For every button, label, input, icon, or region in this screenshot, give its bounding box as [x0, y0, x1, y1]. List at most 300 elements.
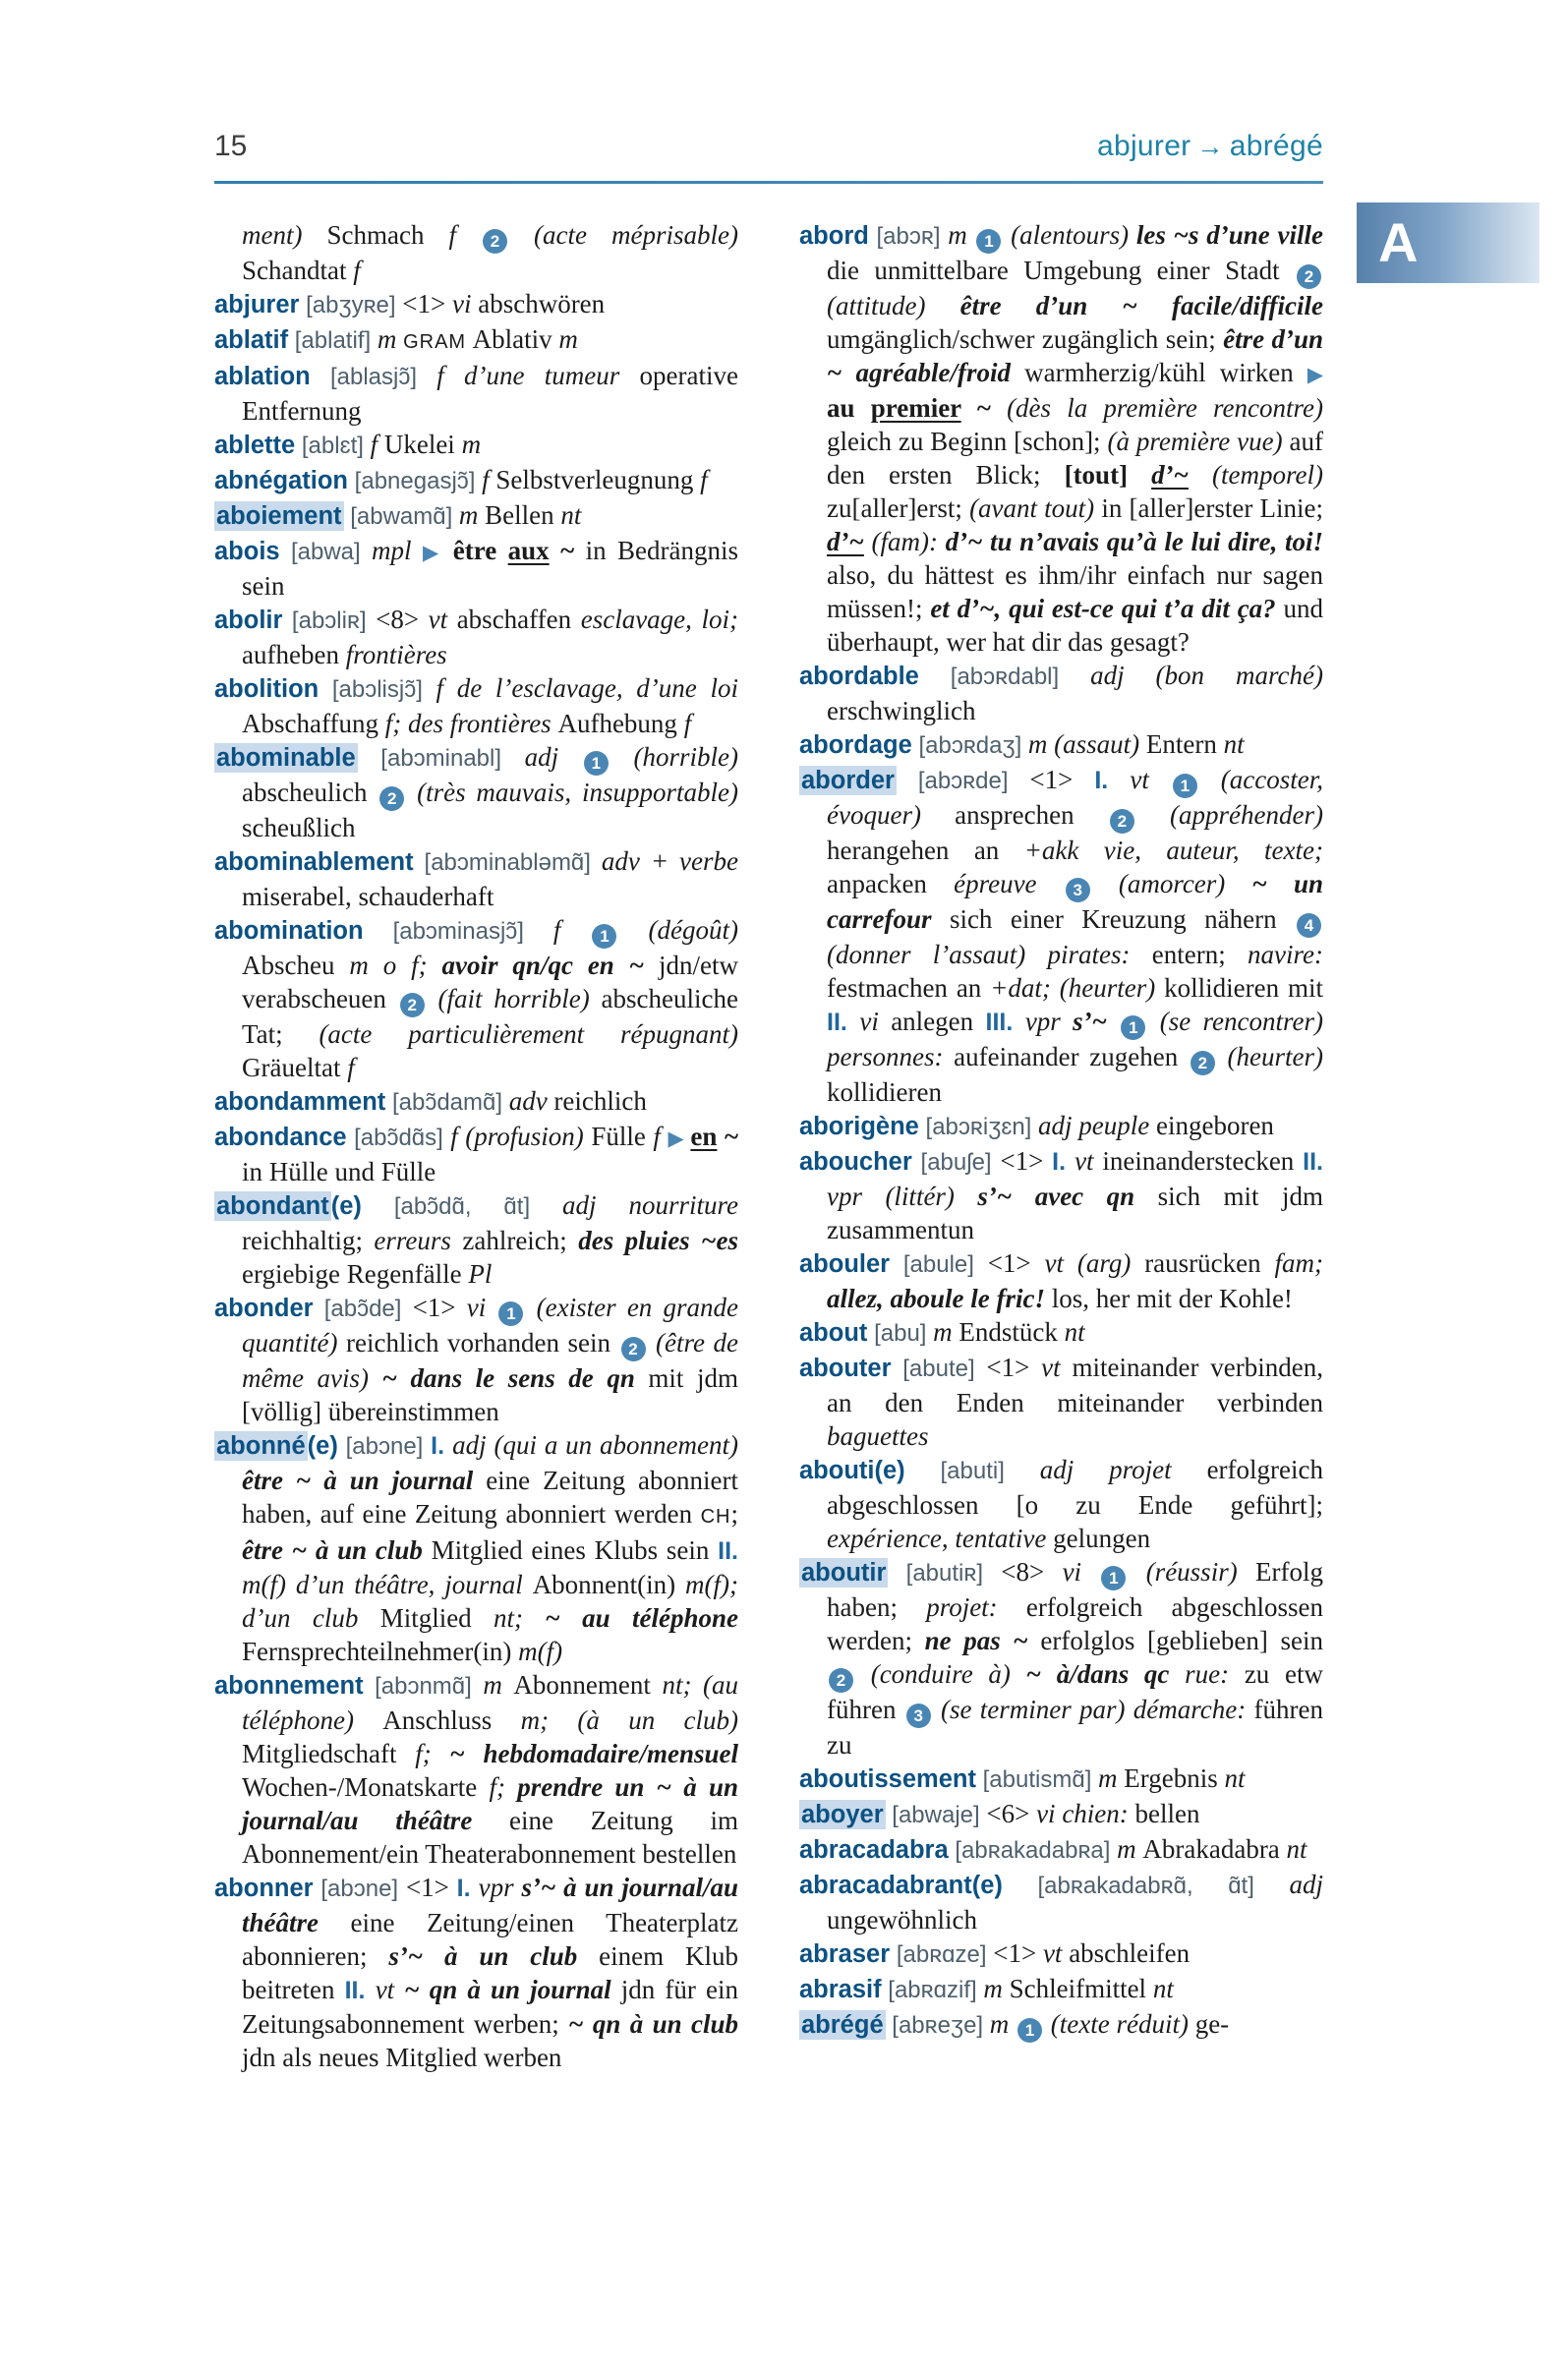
headword: abrasif [799, 1976, 882, 2003]
text-segment: (temporel) [1189, 460, 1323, 490]
running-head [1097, 130, 1323, 163]
dictionary-entry [214, 1188, 738, 1291]
text-segment: Erfolg haben; [827, 1557, 1323, 1622]
text-segment: ~ au téléphone [545, 1603, 739, 1633]
text-segment: ~ qn à un journal [404, 1975, 621, 2004]
text-segment: Endstück [958, 1317, 1065, 1347]
text-segment: vpr (littér) [827, 1182, 978, 1211]
headword-highlighted: abrégé [801, 2011, 884, 2039]
text-segment: (très mauvais, insupportable) [406, 778, 738, 807]
dictionary-entry [799, 1936, 1323, 1972]
text-segment: miserabel, schauderhaft [242, 882, 494, 911]
page-header [214, 130, 1323, 163]
dictionary-entry [799, 1453, 1323, 1555]
text-segment: ~ dans le sens de qn [381, 1363, 649, 1393]
text-segment: auf den ersten Blick; [827, 427, 1323, 490]
sense-number-badge: 2 [1297, 264, 1321, 289]
text-segment: anpacken [827, 869, 955, 898]
headword: abominablement [214, 848, 414, 876]
text-segment: ne pas ~ [924, 1626, 1041, 1655]
text-segment: (donner l’assaut) pirates: [827, 940, 1152, 969]
text-segment: m [1117, 1834, 1143, 1864]
phonetic: [abɔʀdaʒ] [911, 732, 1028, 759]
entry-continuation [214, 218, 738, 287]
dictionary-entry [214, 913, 738, 1084]
phonetic: [abute] [891, 1356, 987, 1382]
text-segment: Abschaffung [242, 709, 385, 738]
text-segment: eingeboren [1155, 1111, 1274, 1140]
letter-tab-a [1357, 202, 1539, 283]
text-segment: ge- [1194, 2009, 1230, 2039]
dictionary-entry [214, 1120, 738, 1188]
text-segment: baguettes [827, 1421, 929, 1451]
column-left [214, 218, 738, 2074]
text-segment: erfolgreich abgeschlossen [o zu Ende geführt]; [827, 1455, 1323, 1520]
text-segment: Aufhebung [557, 709, 684, 738]
text-segment: adj (bon marché) [1090, 661, 1323, 690]
text-segment: (alentours) [1003, 220, 1136, 250]
text-segment: s’~ à un club [388, 1941, 600, 1971]
headword: abraser [799, 1940, 891, 1968]
text-segment: festmachen an [827, 973, 991, 1003]
text-segment: Mitglied eines Klubs sein [431, 1535, 719, 1565]
dictionary-entry [214, 1871, 738, 2074]
headword: abonnement [214, 1672, 364, 1700]
headword: aboucher [799, 1148, 912, 1176]
text-segment: vt [428, 605, 457, 634]
headword: abouti(e) [799, 1457, 905, 1484]
text-segment: f d’une tumeur [436, 361, 640, 390]
text-segment: (heurter) [1216, 1042, 1324, 1071]
text-segment: kollidieren mit [1164, 973, 1323, 1003]
text-segment: entern; [1151, 940, 1249, 969]
roman-numeral: I. [431, 1432, 453, 1460]
text-segment: Abonnement [513, 1670, 663, 1700]
text-segment: <1> [405, 1873, 457, 1902]
roman-numeral: II. [344, 1977, 376, 2004]
phonetic: [abnegasjɔ̃] [348, 468, 483, 494]
dictionary-entry [799, 1555, 1323, 1762]
text-segment: (conduire à) [855, 1659, 1026, 1689]
text-segment: los, her mit der Kohle! [1051, 1284, 1293, 1313]
text-segment: adv [508, 1086, 554, 1116]
text-segment: aufheben [242, 640, 346, 669]
text-segment: abschwören [478, 289, 606, 318]
text-segment: Schmach [326, 220, 449, 250]
headword: abonder [214, 1295, 314, 1322]
text-segment: être ~ à un journal [242, 1466, 487, 1495]
dictionary-entry [214, 322, 738, 359]
text-segment: Wochen-/Monatskarte [242, 1772, 490, 1802]
text-segment: expérience, tentative [827, 1524, 1054, 1553]
sense-number-badge: 1 [498, 1301, 523, 1326]
text-segment: nt; [494, 1603, 546, 1633]
text-segment: f (profusion) [450, 1122, 592, 1151]
text-segment: abschaffen [456, 605, 581, 634]
sense-number-badge: 2 [621, 1337, 646, 1361]
text-segment: Schleifmittel [1009, 1974, 1153, 2003]
text-segment: premier [870, 393, 961, 423]
text-segment: frontières [345, 640, 447, 669]
dictionary-entry [214, 1668, 738, 1871]
roman-numeral: III. [985, 1009, 1025, 1036]
phonetic: [abɔʀdabl] [918, 664, 1091, 690]
text-segment: eine Zeitung/einen Theaterplatz abonnieren; [242, 1908, 738, 1971]
headword: abonner [214, 1875, 314, 1902]
phonetic: [ablatif] [288, 327, 377, 354]
text-segment: <1> [993, 1938, 1043, 1968]
roman-numeral: II. [1303, 1148, 1323, 1176]
phonetic: [abɔnmɑ̃] [363, 1673, 484, 1700]
text-segment: f [482, 465, 496, 494]
phonetic: [abwaje] [885, 1802, 987, 1828]
dictionary-entry [799, 659, 1323, 727]
text-segment: m [989, 2009, 1016, 2039]
text-segment: vt [1130, 765, 1171, 794]
dictionary-entry [214, 671, 738, 740]
headword: abouler [799, 1250, 891, 1278]
text-segment: vt [1041, 1353, 1073, 1382]
phonetic: [ablɛt] [295, 433, 371, 459]
dictionary-entry [799, 1832, 1323, 1868]
text-segment: m [948, 220, 975, 250]
phonetic: [abuʃe] [911, 1149, 1001, 1176]
text-segment: die unmittelbare Umgebung einer Stadt [827, 256, 1295, 285]
text-segment: (acte particulièrement répugnant) [319, 1019, 738, 1049]
text-segment: mpl [372, 536, 423, 565]
roman-numeral: II. [718, 1537, 738, 1565]
text-segment: ~ [549, 536, 575, 565]
sense-number-badge: 2 [379, 786, 404, 811]
sense-number-badge: 1 [584, 751, 609, 776]
sense-number-badge: 1 [592, 924, 616, 949]
text-segment: (être de même avis) [242, 1328, 739, 1393]
text-segment: Bellen [485, 500, 561, 530]
headword: ablatif [214, 326, 289, 354]
text-segment: f [653, 1122, 668, 1151]
text-segment: (se rencontrer) personnes: [827, 1007, 1323, 1071]
text-segment: in [aller]erster Linie; [1101, 493, 1323, 523]
text-segment: [tout] [1064, 460, 1152, 490]
sense-number-badge: 1 [1121, 1015, 1145, 1040]
text-segment: f; [415, 1739, 450, 1768]
text-segment: Ukelei [383, 430, 462, 459]
text-segment: vt [1042, 1938, 1070, 1968]
text-segment: (dégoût) [618, 915, 739, 945]
text-segment: <6> [986, 1799, 1037, 1828]
page-number: 15 [214, 130, 248, 162]
text-segment: f [448, 220, 482, 250]
phonetic: [abu] [867, 1320, 934, 1347]
running-head-from: abjurer [1096, 130, 1191, 162]
phonetic: [abɔʀde] [896, 768, 1030, 794]
text-segment: ~ un carrefour [827, 869, 1323, 934]
sense-number-badge: 3 [1066, 878, 1090, 902]
phonetic: [abʒyʀe] [299, 292, 403, 318]
dictionary-entry [799, 1762, 1323, 1797]
headword: abracadabrant(e) [799, 1872, 1003, 1899]
headword: abouter [799, 1355, 892, 1382]
text-segment: sich mit jdm zusammentun [827, 1182, 1323, 1244]
sense-number-badge: 1 [1101, 1566, 1126, 1590]
text-segment: fam; [1274, 1248, 1323, 1278]
text-segment: erfolglos [geblieben] sein [1040, 1626, 1324, 1655]
dictionary-entry [799, 1315, 1323, 1351]
phonetic: [abʀeʒe] [885, 2012, 990, 2039]
text-segment: miteinander verbinden, an den Enden miteinander verbinden [827, 1353, 1323, 1417]
column-right [799, 218, 1323, 2074]
text-segment: +dat; (heurter) [990, 973, 1165, 1003]
headword-highlighted: aboyer [801, 1801, 884, 1828]
text-segment: ungewöhnlich [827, 1905, 977, 1935]
text-segment: nt [1223, 729, 1245, 759]
text-segment: et d’~, qui est-ce qui t’a dit ça? [930, 594, 1284, 623]
text-segment: projet: [926, 1592, 1026, 1622]
text-segment: f [683, 709, 692, 738]
header-rule [214, 181, 1323, 184]
text-segment: navire: [1248, 940, 1323, 969]
roman-numeral: I. [1052, 1148, 1075, 1176]
text-segment: vi [1062, 1557, 1100, 1587]
text-segment: m(f) d’un théâtre, journal [242, 1570, 533, 1599]
text-segment: être d’un ~ facile/difficile [959, 291, 1323, 320]
phonetic: [abule] [890, 1251, 988, 1278]
letter-tab-label: A [1378, 211, 1419, 273]
text-segment: adj [524, 742, 582, 772]
text-segment: Fernsprechteilnehmer(in) [242, 1637, 519, 1666]
text-segment: f; des frontières [384, 709, 558, 738]
text-segment: (réussir) [1128, 1557, 1256, 1587]
text-segment: jdn/etw verabscheuen [242, 951, 738, 1013]
text-segment: (appréhender) [1135, 800, 1323, 830]
text-segment: kollidieren [827, 1077, 942, 1107]
phonetic: [abwamɑ̃] [343, 503, 459, 530]
text-segment: eine Zeitung abonniert haben, auf eine Zeitung abonniert werden [242, 1466, 738, 1529]
text-segment: operative Entfernung [242, 361, 738, 426]
text-segment: m [983, 1974, 1010, 2003]
phonetic: [abɔne] [313, 1876, 406, 1902]
text-segment: Abrakadabra [1142, 1834, 1287, 1864]
headword: abomination [214, 917, 364, 945]
sense-number-badge: 2 [1191, 1051, 1215, 1075]
text-segment: m [458, 500, 486, 530]
text-segment: Fülle [591, 1122, 654, 1151]
text-segment: f; [489, 1772, 518, 1802]
text-segment: (acte méprisable) [509, 220, 738, 250]
text-segment: Pl [468, 1259, 493, 1289]
text-segment: adv + verbe [601, 846, 738, 876]
text-segment: Abscheu [242, 951, 350, 980]
text-segment: m [558, 324, 578, 354]
text-segment: vt [1074, 1146, 1103, 1176]
text-segment: m(f); d’un club [242, 1570, 739, 1633]
text-segment: Anschluss [382, 1705, 521, 1735]
dictionary-entry [214, 287, 738, 322]
text-segment: <1> [1029, 765, 1095, 794]
text-segment: nt [1064, 1317, 1085, 1347]
text-segment: zu[aller]erst; [827, 493, 970, 523]
text-segment: Abonnent(in) [532, 1570, 686, 1599]
text-segment: vpr [1024, 1007, 1074, 1036]
text-segment: und überhaupt, wer hat dir das gesagt? [827, 594, 1324, 657]
text-segment: esclavage, loi; [580, 605, 738, 634]
dictionary-entry [799, 1351, 1323, 1453]
headword: abondance [214, 1124, 347, 1151]
text-segment: f [552, 915, 591, 945]
headword: abordage [799, 731, 912, 759]
text-segment: aux [507, 536, 550, 565]
dictionary-entry [214, 740, 738, 844]
text-segment: en [690, 1122, 718, 1151]
text-segment: d’~ tu n’avais qu’à le lui dire, toi! [945, 527, 1323, 556]
text-segment: eine Zeitung im Abonnement/ein Theaterabonnement bestellen [242, 1806, 738, 1869]
headword-highlighted: abonné [216, 1432, 306, 1460]
text-segment: épreuve [954, 869, 1064, 898]
text-segment: ; [730, 1499, 738, 1529]
text-segment: abscheulich [242, 778, 378, 807]
text-segment: ~ [717, 1122, 738, 1151]
phonetic: [abutismɑ̃] [975, 1766, 1099, 1793]
text-segment: adj (qui a un abonnement) [452, 1430, 739, 1460]
text-segment: ergiebige Regenfälle [242, 1259, 469, 1289]
text-segment: f [700, 465, 708, 494]
headword: abois [214, 538, 280, 565]
sense-number-badge: 3 [906, 1704, 931, 1728]
text-segment: zahlreich; [462, 1226, 579, 1255]
text-segment: les ~s d’une ville [1135, 220, 1323, 250]
phonetic: [abuti] [904, 1458, 1040, 1484]
headword: abondamment [214, 1088, 386, 1116]
headword: abolition [214, 675, 319, 703]
dictionary-entry [214, 1428, 738, 1668]
text-segment: m; (à un club) [520, 1705, 738, 1735]
text-segment: s’~ [1073, 1007, 1120, 1036]
text-segment: also, du hättest es ihm/ihr einfach nur sagen müssen!; [827, 560, 1323, 623]
text-segment: in Bedrängnis sein [242, 536, 739, 601]
text-segment: zu etw führen [827, 1659, 1324, 1724]
phonetic: [abʀɑze] [890, 1941, 994, 1968]
phonetic: [abɔminasjɔ̃] [363, 918, 553, 945]
dictionary-entry [799, 1109, 1323, 1144]
text-segment: f [370, 430, 384, 459]
text-segment: (accoster, évoquer) [827, 765, 1323, 830]
text-segment: führen zu [827, 1695, 1323, 1760]
text-segment: abschleifen [1069, 1938, 1191, 1968]
text-segment: ansprechen [955, 800, 1108, 830]
sense-number-badge: 2 [1110, 809, 1134, 834]
text-segment: jdn für ein Zeitungsabonnement werben; [242, 1975, 738, 2039]
phonetic: [abɔʀiʒɛn] [918, 1114, 1038, 1140]
text-segment: erfolgreich abgeschlossen werden; [827, 1592, 1323, 1655]
sense-number-badge: 1 [976, 229, 1001, 254]
dictionary-entry [214, 534, 738, 603]
text-segment: in Hülle und Fülle [242, 1157, 436, 1186]
text-segment: (exister en grande quantité) [242, 1293, 739, 1358]
phonetic: [abʀakadabʀa] [948, 1837, 1118, 1864]
headword: (e) [330, 1192, 362, 1220]
idiom-marker-icon: ▶ [422, 541, 453, 564]
text-segment: nt [1152, 1974, 1174, 2003]
text-segment: s’~ à un journal/au théâtre [242, 1873, 738, 1937]
headword: abnégation [214, 467, 349, 494]
sense-number-badge: 2 [829, 1668, 853, 1693]
text-segment: sich einer Kreuzung nähern [949, 904, 1296, 934]
text-segment: vt [375, 1975, 405, 2004]
text-segment: Mitgliedschaft [242, 1739, 416, 1768]
text-segment: être [452, 536, 508, 565]
text-segment: Entern [1145, 729, 1224, 759]
text-segment: vt (arg) [1044, 1248, 1145, 1278]
phonetic: [abutiʀ] [888, 1560, 1002, 1587]
text-columns [214, 218, 1323, 2074]
text-segment: rue: [1185, 1659, 1245, 1689]
dictionary-entry [799, 1868, 1323, 1936]
phonetic: [abɔ̃de] [313, 1296, 413, 1322]
dictionary-entry [214, 428, 738, 463]
text-segment: avoir qn/qc en ~ [441, 951, 659, 980]
text-segment: Mitglied [379, 1603, 494, 1633]
phonetic: [abʀakadabʀɑ̃, ɑ̃t] [1002, 1873, 1290, 1899]
text-segment: <1> [412, 1293, 467, 1322]
text-segment: des pluies ~es [578, 1226, 738, 1255]
dictionary-entry [799, 1246, 1323, 1315]
headword: (e) [307, 1432, 338, 1460]
text-segment: <8> [1001, 1557, 1063, 1587]
smallcaps-label: CH [700, 1506, 731, 1528]
dictionary-entry [214, 359, 738, 428]
phonetic: [abɔ̃dɑ̃, ɑ̃t] [361, 1193, 563, 1220]
text-segment: adj peuple [1038, 1111, 1156, 1140]
dictionary-entry [799, 1972, 1323, 2007]
text-segment: gelungen [1053, 1524, 1151, 1553]
text-segment: reichhaltig; [242, 1226, 375, 1255]
idiom-marker-icon: ▶ [668, 1127, 691, 1150]
text-segment: <1> [986, 1353, 1042, 1382]
sense-number-badge: 2 [483, 229, 507, 254]
text-segment: <1> [1000, 1146, 1053, 1176]
text-segment: f [353, 256, 361, 285]
text-segment: +akk vie, auteur, texte; [1023, 836, 1323, 865]
text-segment: vi [451, 289, 479, 318]
sense-number-badge: 1 [1017, 2018, 1042, 2043]
headword: abordable [799, 663, 919, 690]
text-segment: einem Klub beitreten [242, 1941, 738, 2004]
text-segment: gleich zu Beginn [schon]; [827, 427, 1108, 456]
dictionary-entry [214, 1291, 738, 1428]
text-segment: anlegen [891, 1007, 986, 1036]
text-segment: être ~ à un club [242, 1535, 432, 1565]
phonetic: [abɔminabləmɑ̃] [413, 849, 602, 876]
text-segment: (horrible) [610, 742, 738, 772]
text-segment: reichlich [553, 1086, 647, 1116]
dictionary-entry [799, 218, 1323, 659]
text-segment: (à première vue) [1107, 427, 1290, 456]
text-segment: f [347, 1053, 355, 1082]
text-segment: (avant tout) [969, 493, 1102, 523]
headword-highlighted: abominable [216, 744, 356, 772]
text-segment: erreurs [374, 1226, 463, 1255]
dictionary-entry [214, 463, 738, 498]
phonetic: [abɔ̃damɑ̃] [385, 1089, 509, 1116]
text-segment: Ergebnis [1124, 1763, 1225, 1793]
headword: ablette [214, 432, 296, 459]
sense-number-badge: 1 [1173, 774, 1197, 798]
text-segment: nt; (au téléphone) [242, 1670, 738, 1735]
headword: abolir [214, 607, 283, 634]
text-segment: m [461, 430, 482, 459]
text-segment: aufeinander zugehen [954, 1042, 1189, 1071]
dictionary-entry [214, 1084, 738, 1120]
